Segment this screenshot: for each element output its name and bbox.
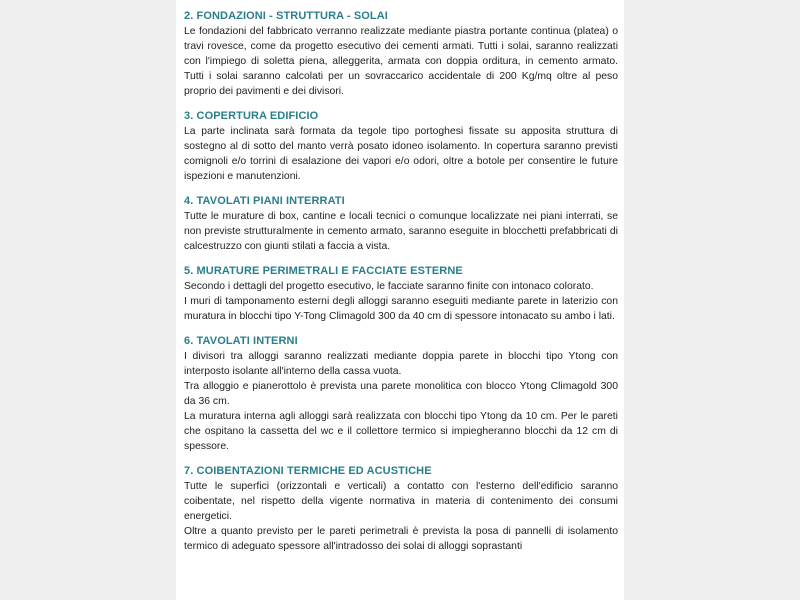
section-fondazioni <box>184 9 618 99</box>
section-copertura <box>184 109 618 184</box>
section-heading: 4. TAVOLATI PIANI INTERRATI <box>184 195 345 207</box>
section-paragraph: Oltre a quanto previsto per le pareti perimetrali è prevista la posa di pannelli di isolamento termico di adeguato spessore all'intradosso dei solai di alloggi soprastanti <box>184 526 618 552</box>
section-tavolati-interni <box>184 334 618 454</box>
section-heading: 2. FONDAZIONI - STRUTTURA - SOLAI <box>184 10 388 22</box>
document-content <box>184 9 618 564</box>
section-paragraph: I muri di tamponamento esterni degli alloggi saranno eseguiti mediante parete in laterizio con muratura in blocchi tipo Y-Tong Climagold 300 da 40 cm di spessore intonacato su ambo i lati. <box>184 296 618 322</box>
section-paragraph: Le fondazioni del fabbricato verranno realizzate mediante piastra portante continua (platea) o travi rovesce, come da progetto esecutivo dei cementi armati. Tutti i solai, saranno realizzati con l'impiego di soletta piena, alleggerita, armata con doppia orditura, in cemento armato. Tutti i solai saranno calcolati per un sovraccarico accidentale di 200 Kg/mq oltre al peso proprio dei pavimenti e dei divisori. <box>184 26 618 97</box>
section-paragraph: Secondo i dettagli del progetto esecutivo, le facciate saranno finite con intonaco colorato. <box>184 281 594 292</box>
section-heading: 3. COPERTURA EDIFICIO <box>184 110 319 122</box>
document-page <box>176 0 624 600</box>
section-paragraph: Tutte le murature di box, cantine e locali tecnici o comunque localizzate nei piani interrati, se non previste strutturalmente in cemento armato, saranno eseguite in blocchetti prefabbricati di calcestruzzo con giunti stilati a faccia a vista. <box>184 211 618 252</box>
section-paragraph: La parte inclinata sarà formata da tegole tipo portoghesi fissate su apposita struttura di sostegno al di sotto del manto verrà posato idoneo isolamento. In copertura saranno previsti comignoli e/o torrini di esalazione dei vapori e/o odori, oltre a botole per consentire le future ispezioni e manutenzioni. <box>184 126 618 182</box>
section-heading: 5. MURATURE PERIMETRALI E FACCIATE ESTERNE <box>184 265 463 277</box>
section-tavolati-interrati <box>184 194 618 254</box>
section-paragraph: Tutte le superfici (orizzontali e verticali) a contatto con l'esterno dell'edificio saranno coibentate, nel rispetto della vigente normativa in materia di contenimento dei consumi energetici. <box>184 481 618 522</box>
section-heading: 7. COIBENTAZIONI TERMICHE ED ACUSTICHE <box>184 465 432 477</box>
section-paragraph: I divisori tra alloggi saranno realizzati mediante doppia parete in blocchi tipo Ytong con interposto isolante all'interno della cassa vuota. <box>184 351 618 377</box>
section-heading: 6. TAVOLATI INTERNI <box>184 335 298 347</box>
section-paragraph: La muratura interna agli alloggi sarà realizzata con blocchi tipo Ytong da 10 cm. Per le pareti che ospitano la cassetta del wc e il collettore termico si impiegheranno blocchi da 12 cm di spessore. <box>184 411 618 452</box>
section-coibentazioni <box>184 464 618 554</box>
section-paragraph: Tra alloggio e pianerottolo è prevista una parete monolitica con blocco Ytong Climagold 300 da 36 cm. <box>184 381 618 407</box>
section-murature-perimetrali <box>184 264 618 324</box>
